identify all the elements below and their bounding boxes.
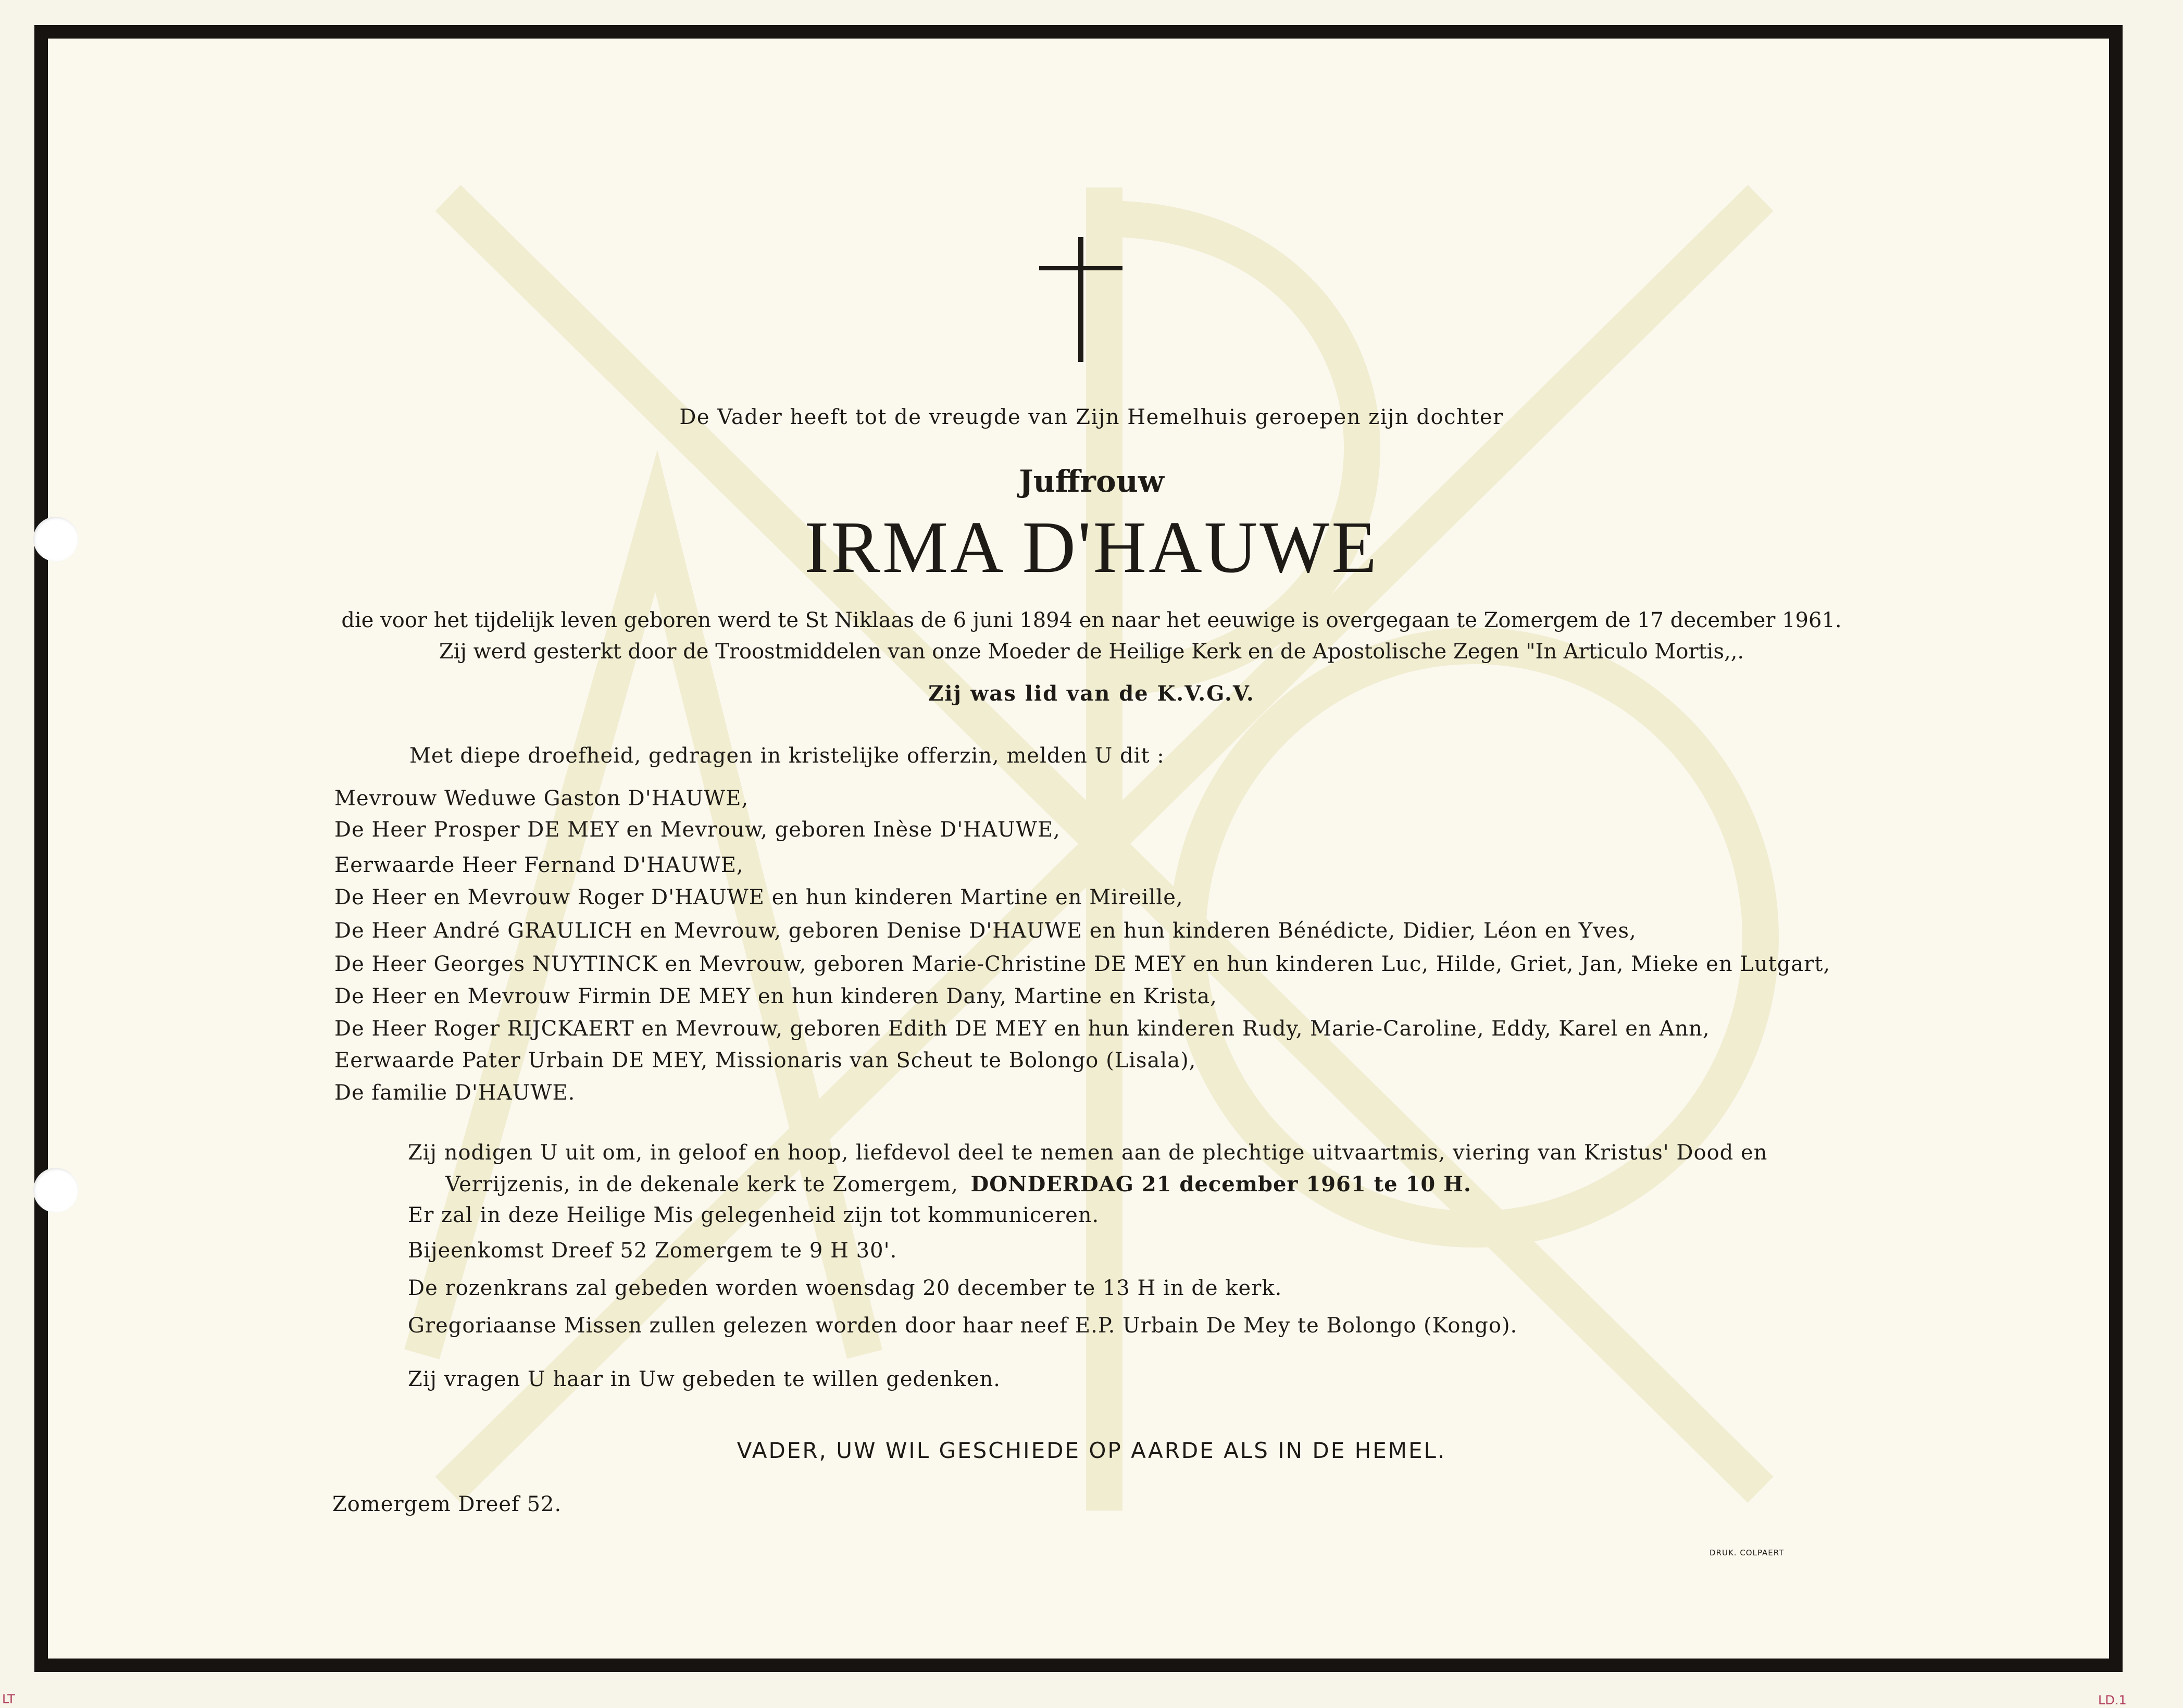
- family-line: De Heer en Mevrouw Roger D'HAUWE en hun kinderen Martine en Mireille,: [334, 886, 1183, 909]
- prayer-request-line: Zij vragen U haar in Uw gebeden te willen gedenken.: [408, 1367, 1001, 1391]
- deceased-name: IRMA D'HAUWE: [804, 506, 1379, 588]
- honorific-title: Juffrouw: [1019, 464, 1164, 499]
- family-line: De familie D'HAUWE.: [334, 1081, 576, 1105]
- intro-line: De Vader heeft tot de vreugde van Zijn Hemelhuis geroepen zijn dochter: [679, 405, 1504, 429]
- masses-line: Gregoriaanse Missen zullen gelezen worden door haar neef E.P. Urbain De Mey te Bolongo (Kongo).: [408, 1314, 1518, 1338]
- cross-icon: [1039, 237, 1122, 362]
- family-line: De Heer Roger RIJCKAERT en Mevrouw, geboren Edith DE MEY en hun kinderen Rudy, Marie-Caroline, Eddy, Karel en Ann,: [334, 1017, 1710, 1041]
- funeral-invitation-line2: [445, 1172, 1471, 1196]
- family-line: Eerwaarde Pater Urbain DE MEY, Missionaris van Scheut te Bolongo (Lisala),: [334, 1049, 1196, 1073]
- rosary-line: De rozenkrans zal gebeden worden woensdag 20 december te 13 H in de kerk.: [408, 1276, 1282, 1300]
- family-line: De Heer en Mevrouw Firmin DE MEY en hun kinderen Dany, Martine en Krista,: [334, 984, 1217, 1008]
- membership-line: Zij was lid van de K.V.G.V.: [928, 681, 1255, 706]
- address: Zomergem Dreef 52.: [332, 1492, 562, 1516]
- family-line: De Heer Georges NUYTINCK en Mevrouw, geboren Marie-Christine DE MEY en hun kinderen Luc, Hilde, Griet, Jan, Mieke en Lutgart,: [334, 952, 1831, 976]
- punch-hole-bottom: [33, 1168, 78, 1213]
- printer-mark: DRUK. COLPAERT: [1710, 1548, 1785, 1557]
- funeral-invitation-line1: Zij nodigen U uit om, in geloof en hoop, liefdevol deel te nemen aan de plechtige uitvaartmis, viering van Kristus' Dood en: [408, 1141, 1768, 1165]
- family-line: De Heer Prosper DE MEY en Mevrouw, geboren Inèse D'HAUWE,: [334, 818, 1061, 842]
- gathering-line: Bijeenkomst Dreef 52 Zomergem te 9 H 30'.: [408, 1239, 897, 1263]
- family-line: Mevrouw Weduwe Gaston D'HAUWE,: [334, 787, 749, 811]
- family-intro: Met diepe droefheid, gedragen in kristelijke offerzin, melden U dit :: [409, 744, 1165, 768]
- family-line: Eerwaarde Heer Fernand D'HAUWE,: [334, 853, 744, 877]
- archive-mark-right: LD.1: [2098, 1693, 2127, 1707]
- archive-mark-left: LT: [2, 1692, 15, 1706]
- communion-line: Er zal in deze Heilige Mis gelegenheid zijn tot kommuniceren.: [408, 1203, 1100, 1227]
- closing-prayer: VADER, UW WIL GESCHIEDE OP AARDE ALS IN DE HEMEL.: [737, 1438, 1446, 1463]
- family-line: De Heer André GRAULICH en Mevrouw, geboren Denise D'HAUWE en hun kinderen Bénédicte, Didier, Léon en Yves,: [334, 919, 1637, 943]
- funeral-location: Verrijzenis, in de dekenale kerk te Zomergem,: [445, 1173, 958, 1196]
- birth-death-line: die voor het tijdelijk leven geboren werd te St Niklaas de 6 juni 1894 en naar het eeuwige is overgegaan te Zomergem de 17 december 1961.: [341, 608, 1842, 632]
- funeral-date: DONDERDAG 21 december 1961 te 10 H.: [970, 1172, 1471, 1196]
- sacraments-line: Zij werd gesterkt door de Troostmiddelen van onze Moeder de Heilige Kerk en de Apostolische Zegen "In Articulo Mortis,,.: [439, 640, 1744, 664]
